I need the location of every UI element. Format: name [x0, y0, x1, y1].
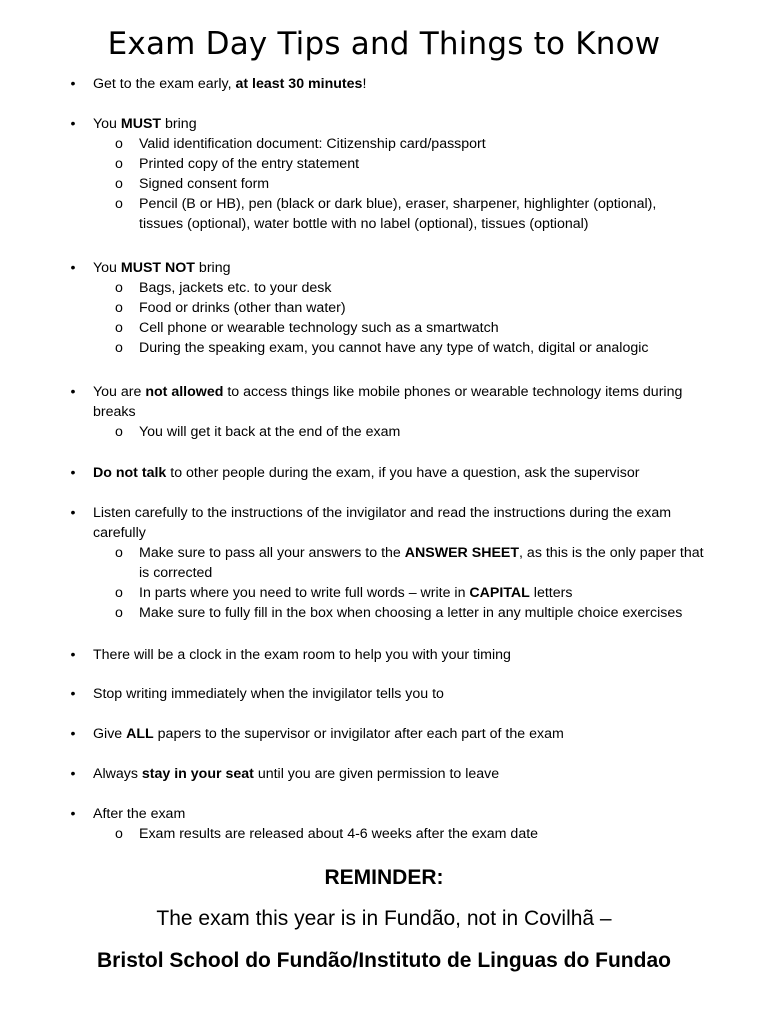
text-segment: Cell phone or wearable technology such as a smartwatch [139, 320, 499, 336]
sub-item [0, 583, 768, 603]
tip-line [0, 724, 768, 744]
tip-text: breaks [93, 404, 136, 420]
emphasis-text: Do not talk [93, 465, 167, 481]
tip-text [93, 645, 511, 665]
sub-bullet-icon [115, 603, 123, 623]
sub-item-text [139, 298, 346, 318]
sub-bullet-icon [115, 824, 123, 844]
reminder-location: The exam this year is in Fundão, not in Covilhã – [156, 907, 612, 930]
sub-item [0, 422, 768, 442]
sub-item [0, 603, 768, 623]
tip-item [0, 382, 768, 442]
sub-item [0, 174, 768, 194]
bullet-icon [68, 724, 78, 744]
emphasis-text: CAPITAL [469, 585, 530, 601]
tip-text [93, 764, 499, 784]
text-segment: You [93, 116, 121, 132]
emphasis-text: MUST NOT [120, 260, 195, 276]
text-segment: Listen carefully to the instructions of the invigilator and read the instructions during the exam [93, 505, 672, 521]
text-segment: There will be a clock in the exam room to help you with your timing [93, 647, 511, 663]
text-segment: to other people during the exam, if you have a question, ask the supervisor [166, 465, 640, 481]
text-segment: papers to the supervisor or invigilator after each part of the exam [153, 726, 564, 742]
text-segment: Pencil (B or HB), pen (black or dark blue), eraser, sharpener, highlighter (optional), [139, 196, 657, 212]
sub-item [0, 298, 768, 318]
tip-text [93, 258, 230, 278]
bullet-icon [68, 382, 78, 402]
tip-text [93, 503, 671, 523]
tip-item [0, 764, 768, 784]
bullet-icon [68, 503, 78, 523]
text-segment: , as this is the only paper that [519, 545, 704, 561]
sub-item-text [139, 603, 682, 623]
sub-item-text [139, 214, 589, 234]
sub-bullet-icon [115, 583, 123, 603]
sub-item-text [139, 154, 359, 174]
text-segment: You will get it back at the end of the exam [139, 424, 401, 440]
text-segment: Make sure to fully fill in the box when choosing a letter in any multiple choice exercises [139, 605, 683, 621]
sub-item [0, 214, 768, 234]
tip-line [0, 645, 768, 665]
tip-item [0, 114, 768, 234]
sub-item-text [139, 338, 648, 358]
tip-line [0, 382, 768, 402]
text-segment: Make sure to pass all your answers to the [139, 545, 405, 561]
reminder-school-name: Bristol School do Fundão/Instituto de Linguas do Fundao [97, 949, 671, 972]
reminder-heading: REMINDER: [324, 866, 444, 889]
tip-line-continued [0, 402, 768, 422]
tip-text [93, 463, 640, 483]
tip-text: carefully [93, 525, 146, 541]
tip-text [93, 684, 444, 704]
sub-item [0, 563, 768, 583]
bullet-icon [68, 463, 78, 483]
bullet-icon [68, 645, 78, 665]
tip-text [93, 74, 366, 94]
bullet-icon [68, 114, 78, 134]
text-segment: Always [93, 766, 142, 782]
sub-bullet-icon [115, 194, 123, 214]
sub-item-text [139, 134, 486, 154]
text-segment: Get to the exam early, [93, 76, 236, 92]
sub-bullet-icon [115, 338, 123, 358]
sub-bullet-icon [115, 543, 123, 563]
sub-item [0, 154, 768, 174]
text-segment: Printed copy of the entry statement [139, 156, 360, 172]
sub-item-text [139, 174, 269, 194]
text-segment: to access things like mobile phones or wearable technology items during [223, 384, 683, 400]
sub-bullet-icon [115, 154, 123, 174]
text-segment: You are [93, 384, 146, 400]
emphasis-text: ALL [126, 726, 154, 742]
emphasis-text: MUST [120, 116, 162, 132]
tip-line [0, 463, 768, 483]
sub-bullet-icon [115, 174, 123, 194]
text-segment: In parts where you need to write full words – write in [139, 585, 470, 601]
tip-text [93, 114, 197, 134]
emphasis-text: ANSWER SHEET [404, 545, 520, 561]
tip-line [0, 74, 768, 94]
sub-item [0, 318, 768, 338]
emphasis-text: not allowed [145, 384, 224, 400]
tip-line [0, 804, 768, 824]
tip-item [0, 804, 768, 844]
text-segment: until you are given permission to leave [253, 766, 500, 782]
sub-bullet-icon [115, 422, 123, 442]
tip-line [0, 258, 768, 278]
bullet-icon [68, 764, 78, 784]
emphasis-text: at least 30 minutes [235, 76, 363, 92]
sub-bullet-icon [115, 134, 123, 154]
tip-line [0, 114, 768, 134]
sub-item-text [139, 563, 212, 583]
sub-item [0, 134, 768, 154]
text-segment: Signed consent form [139, 176, 270, 192]
sub-item-text [139, 824, 538, 844]
sub-item [0, 194, 768, 214]
tip-line-continued [0, 523, 768, 543]
sub-bullet-icon [115, 318, 123, 338]
sub-item [0, 338, 768, 358]
sub-item-text [139, 194, 656, 214]
tip-line [0, 684, 768, 704]
tip-text [93, 804, 185, 824]
sub-item [0, 543, 768, 563]
text-segment: Exam results are released about 4-6 weeks after the exam date [139, 826, 539, 842]
text-segment: bring [194, 260, 231, 276]
tip-item [0, 503, 768, 623]
tip-item [0, 645, 768, 665]
text-segment: You [93, 260, 121, 276]
sub-bullet-icon [115, 298, 123, 318]
text-segment: During the speaking exam, you cannot have any type of watch, digital or analogic [139, 340, 649, 356]
sub-bullet-icon [115, 278, 123, 298]
tip-item [0, 684, 768, 704]
tip-item [0, 724, 768, 744]
bullet-icon [68, 74, 78, 94]
bullet-icon [68, 684, 78, 704]
bullet-icon [68, 804, 78, 824]
text-segment: Bags, jackets etc. to your desk [139, 280, 332, 296]
bullet-icon [68, 258, 78, 278]
tip-line [0, 503, 768, 523]
tip-text [93, 382, 682, 402]
sub-item-text [139, 318, 499, 338]
sub-item [0, 278, 768, 298]
text-segment: ! [362, 76, 367, 92]
tip-item [0, 258, 768, 358]
text-segment: Stop writing immediately when the invigilator tells you to [93, 686, 444, 702]
tip-item [0, 463, 768, 483]
sub-item-text [139, 583, 572, 603]
sub-item-text [139, 543, 704, 563]
tip-line [0, 764, 768, 784]
text-segment: Food or drinks (other than water) [139, 300, 346, 316]
text-segment: After the exam [93, 806, 186, 822]
sub-item [0, 824, 768, 844]
sub-item-text [139, 278, 331, 298]
text-segment: tissues (optional), water bottle with no label (optional), tissues (optional) [139, 216, 589, 232]
sub-item-text [139, 422, 400, 442]
text-segment: is corrected [139, 565, 213, 581]
emphasis-text: stay in your seat [141, 766, 254, 782]
text-segment: letters [529, 585, 573, 601]
text-segment: Give [93, 726, 127, 742]
tip-item [0, 74, 768, 94]
text-segment: bring [161, 116, 197, 132]
page-title: Exam Day Tips and Things to Know [107, 26, 661, 62]
tip-text [93, 724, 564, 744]
text-segment: Valid identification document: Citizenship card/passport [139, 136, 486, 152]
